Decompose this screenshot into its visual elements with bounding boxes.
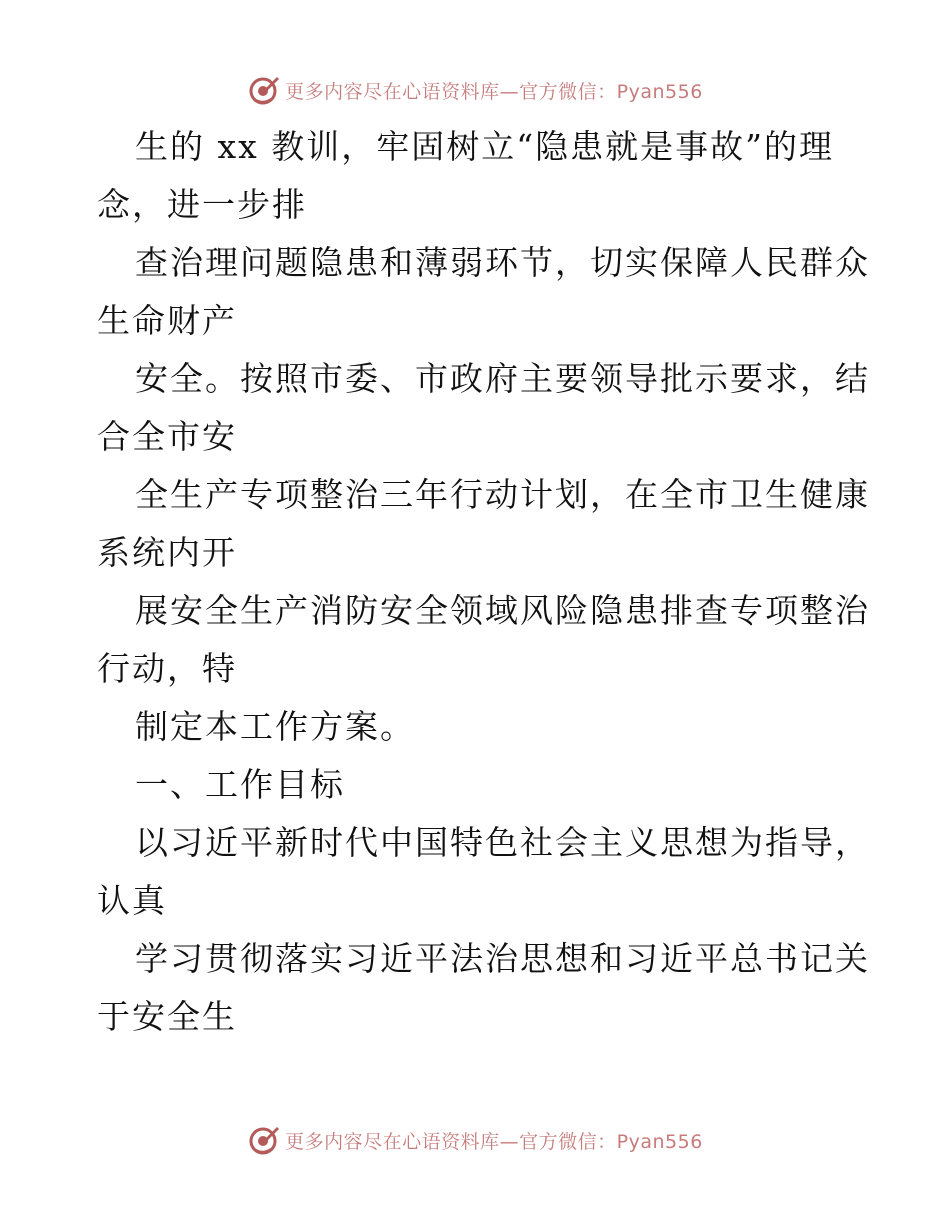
body-text-line: 合全市安 [97, 417, 237, 456]
header-watermark-text: 更多内容尽在心语资料库—官方微信：Pyan556 [285, 80, 703, 103]
footer-watermark-text: 更多内容尽在心语资料库—官方微信：Pyan556 [285, 1130, 703, 1153]
body-text-line: 查治理问题隐患和薄弱环节，切实保障人民群众 [135, 243, 870, 282]
body-text-line: 系统内开 [97, 533, 237, 572]
header-watermark [0, 70, 950, 110]
body-text-line: 全生产专项整治三年行动计划，在全市卫生健康 [135, 475, 870, 514]
body-text-line: 生的 xx 教训，牢固树立“隐患就是事故”的理 [135, 127, 834, 166]
body-text-line: 制定本工作方案。 [135, 707, 415, 746]
body-text-line: 于安全生 [97, 997, 237, 1036]
pen-logo-icon [247, 1123, 281, 1157]
body-text-line: 念，进一步排 [97, 185, 307, 224]
body-text-line: 生命财产 [97, 301, 237, 340]
pen-logo-icon [247, 73, 281, 107]
body-text-line: 认真 [97, 881, 167, 920]
body-text-line: 展安全生产消防安全领域风险隐患排查专项整治 [135, 591, 870, 630]
body-text-line: 学习贯彻落实习近平法治思想和习近平总书记关 [135, 939, 870, 978]
body-text-line: 以习近平新时代中国特色社会主义思想为指导， [135, 823, 870, 862]
body-text-line: 一、工作目标 [135, 765, 345, 804]
body-text-line: 安全。按照市委、市政府主要领导批示要求，结 [135, 359, 870, 398]
body-text-line: 行动，特 [97, 649, 237, 688]
document-body [97, 118, 870, 1046]
footer-watermark [0, 1120, 950, 1160]
